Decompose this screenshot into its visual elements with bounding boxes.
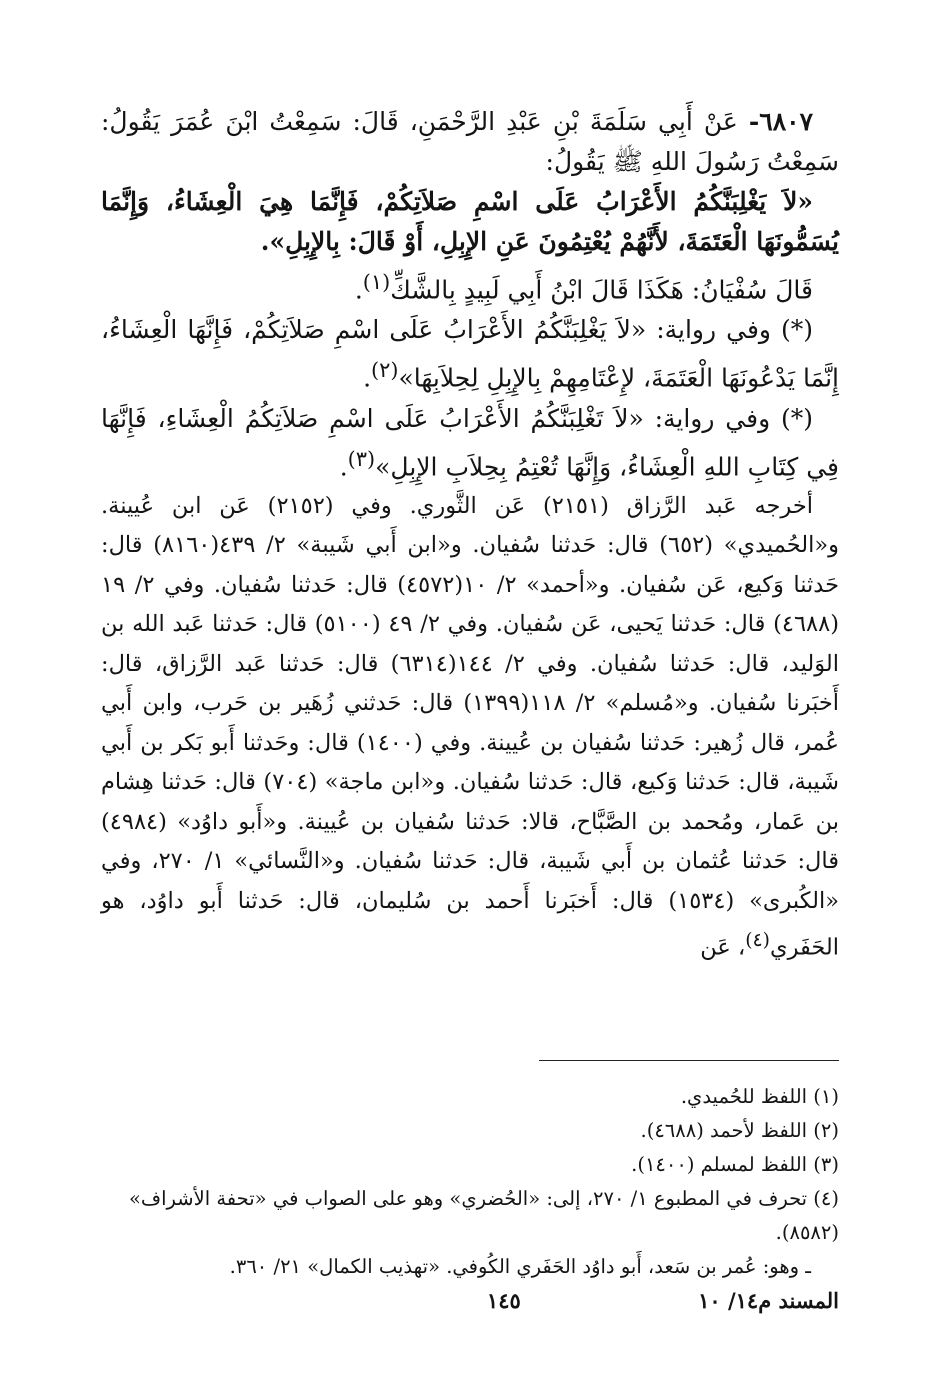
- footnotes: [99, 1080, 839, 1284]
- footnote-1: (١) اللفظ للحُميدي.: [680, 1085, 839, 1108]
- takhrij: [101, 487, 839, 969]
- takhrij-end: ، عَن: [700, 934, 746, 961]
- printer-signature: المسند م١٤/ ١٠: [698, 1288, 839, 1313]
- main-text: [101, 102, 839, 968]
- footnote-4: (٤) تحرف في المطبوع ١/ ٢٧٠، إلى: «الحُضري» وهو على الصواب في «تحفة الأشراف» (٨٥٨٢).: [128, 1187, 839, 1244]
- footnote-ref-1: (١): [362, 270, 391, 294]
- footnote-3: (٣) اللفظ لمسلم (١٤٠٠).: [631, 1153, 839, 1176]
- sufyan-note: قَالَ سُفْيَانُ: هَكَذَا قَالَ ابْنُ أَبِي لَبِيدٍ بِالشَّكِّ$^{(١)}$.: [354, 270, 813, 305]
- page-number: ١٤٥: [486, 1288, 521, 1313]
- takhrij-text: أخرجه عَبد الرَّزاق (٢١٥١) عَن الثَّوري. وفي (٢١٥٢) عَن ابن عُيينة. و«الحُميدي» (٦٥٢) قال: حَدثنا سُفيان. و«ابن أَبي شَيبة» ٢/ ٤٣٩(٨١٦٠) قال: حَدثنا وَكيع، عَن سُفيان. و«أحمد» ٢/ ١٠(٤٥٧٢) قال: حَدثنا سُفيان. وفي ٢/ ١٩ (٤٦٨٨) قال: حَدثنا يَحيى، عَن سُفيان. وفي ٢/ ٤٩ (٥١٠٠) قال: حَدثنا عَبد الله بن الوَليد، قال: حَدثنا سُفيان. وفي ٢/ ١٤٤(٦٣١٤) قال: حَدثنا عَبد الرَّزاق، قال: أَخبَرنا سُفيان. و«مُسلم» ٢/ ١١٨(١٣٩٩) قال: حَدثني زُهَير بن حَرب، وابن أَبي عُمر، قال زُهير: حَدثنا سُفيان بن عُيينة. وفي (١٤٠٠) قال: وحَدثنا أَبو بَكر بن أَبي شَيبة، قال: حَدثنا وَكيع، قال: حَدثنا سُفيان. و«ابن ماجة» (٧٠٤) قال: حَدثنا هِشام بن عَمار، ومُحمد بن الصَّبَّاح، قالا: حَدثنا سُفيان بن عُيينة. و«أَبو داوُد» (٤٩٨٤) قال: حَدثنا عُثمان بن أَبي شَيبة، قال: حَدثنا سُفيان. و«النَّسائي» ١/ ٢٧٠، وفي «الكُبرى» (١٥٣٤) قال: أَخبَرنا أَحمد بن سُليمان، قال: حَدثنا أَبو داوُد، هو الحَفَري: [101, 492, 840, 961]
- sufyan-note-text: قَالَ سُفْيَانُ: هَكَذَا قَالَ ابْنُ أَبِي لَبِيدٍ بِالشَّكِّ: [390, 275, 813, 305]
- hadith-number: ٦٨٠٧-: [748, 107, 813, 136]
- footnote-4-continuation: ـ وهو: عُمر بن سَعد، أَبو داوُد الحَفَري الكُوفي. «تهذيب الكمال» ٢١/ ٣٦٠.: [229, 1255, 811, 1278]
- footnote-divider: [539, 1060, 839, 1061]
- page-footer: [101, 1288, 839, 1328]
- footnote-ref-3: (٣): [347, 446, 376, 471]
- footnote-ref-2: (٢): [371, 358, 399, 383]
- hadith-intro: [101, 102, 839, 182]
- footnote-2: (٢) اللفظ لأحمد (٤٦٨٨).: [640, 1119, 839, 1142]
- riwaya-2-text: (*) وفي رواية: «لاَ تَغْلِبَنَّكُمُ الأَعْرَابُ عَلَى اسْمِ صَلاَتِكُمُ الْعِشَاءِ، فَإِنَّهَا فِي كِتَابِ اللهِ الْعِشَاءُ، وَإِنَّهَا تُعْتِمُ بِحِلاَبِ الإِبِلِ»: [101, 403, 839, 481]
- riwaya-2: (*) وفي رواية: «لاَ تَغْلِبَنَّكُمُ الأَعْرَابُ عَلَى اسْمِ صَلاَتِكُمُ الْعِشَاءِ، فَإِنَّهَا فِي كِتَابِ اللهِ الْعِشَاءُ، وَإِنَّهَا تُعْتِمُ بِحِلاَبِ الإِبِلِ»$^{(٣)}$.: [101, 403, 839, 481]
- riwaya-1: (*) وفي رواية: «لاَ يَغْلِبَنَّكُمُ الأَعْرَابُ عَلَى اسْمِ صَلاَتِكُمْ، فَإِنَّهَا الْعِشَاءُ، إِنَّمَا يَدْعُونَهَا الْعَتَمَةَ، لإِعْتَامِهِمْ بِالإِبِلِ لِحِلاَبِهَا»$^{(٢)}$.: [101, 315, 839, 393]
- footnote-ref-4: (٤): [745, 930, 770, 952]
- hadith-isnad: عَنْ أَبِي سَلَمَةَ بْنِ عَبْدِ الرَّحْمَنِ، قَالَ: سَمِعْتُ ابْنَ عُمَرَ يَقُولُ: سَمِعْتُ رَسُولَ اللهِ ﷺ يَقُولُ:: [101, 107, 839, 176]
- riwaya-1-text: (*) وفي رواية: «لاَ يَغْلِبَنَّكُمُ الأَعْرَابُ عَلَى اسْمِ صَلاَتِكُمْ، فَإِنَّهَا الْعِشَاءُ، إِنَّمَا يَدْعُونَهَا الْعَتَمَةَ، لإِعْتَامِهِمْ بِالإِبِلِ لِحِلاَبِهَا»: [101, 315, 839, 393]
- hadith-matn: «لاَ يَغْلِبَنَّكُمُ الأَعْرَابُ عَلَى اسْمِ صَلاَتِكُمْ، فَإِنَّمَا هِيَ الْعِشَاءُ، وَإِنَّمَا يُسَمُّونَهَا الْعَتَمَةَ، لأَنَّهُمْ يُعْتِمُونَ عَنِ الإِبِلِ، أَوْ قَالَ: بِالإِبِلِ».: [101, 187, 839, 256]
